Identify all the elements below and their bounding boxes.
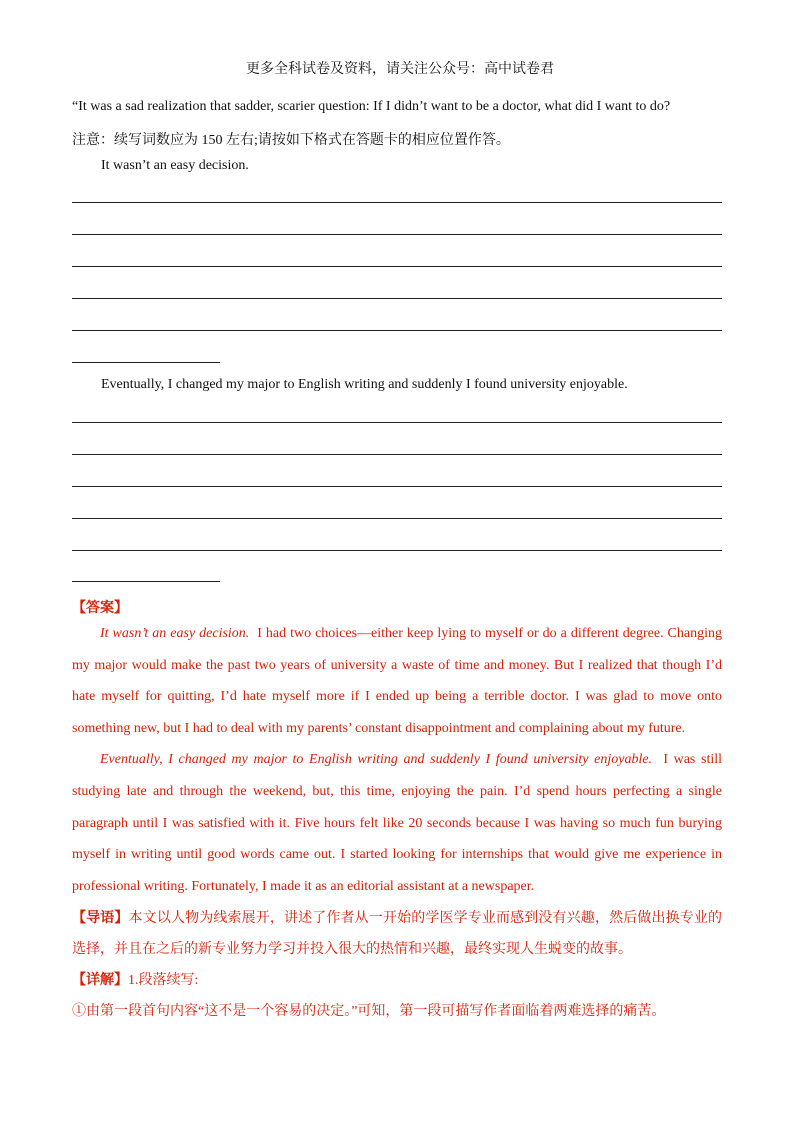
- answer-line: [72, 454, 722, 455]
- detail-label: 【详解】: [72, 973, 128, 988]
- guide-paragraph: [72, 903, 722, 965]
- para1-prompt: It wasn’t an easy decision.: [101, 158, 249, 173]
- answer-paragraph-2: [72, 744, 722, 902]
- answer-line: [72, 266, 722, 267]
- answer-line: [72, 202, 722, 203]
- page-header: 更多全科试卷及资料，请关注公众号：高中试卷君: [246, 62, 554, 77]
- answer-line-short: [72, 581, 220, 582]
- answer-line: [72, 518, 722, 519]
- answer-label: 【答案】: [72, 601, 128, 616]
- answer-line: [72, 234, 722, 235]
- answer-paragraph-1: [72, 618, 722, 744]
- answer-p1-lead: It wasn’t an easy decision.: [100, 626, 250, 641]
- answer-p1-body: I had two choices—either keep lying to myself or do a different degree. Changing my major would make the past two years of university a waste of time and money. But I realized that though I’d hate myself for quitting, I’d hate myself more if I ended up being a terrible doctor. I was glad to move onto something new, but I had to deal with my parents’ constant disappointment and complaining about my future.: [72, 626, 722, 736]
- guide-label: 【导语】: [72, 911, 129, 926]
- intro-quote: “It was a sad realization that sadder, scarier question: If I didn’t want to be a doctor, what did I want to do?: [72, 99, 671, 114]
- guide-section: [72, 903, 722, 1027]
- answer-line: [72, 422, 722, 423]
- guide-text: 本文以人物为线索展开，讲述了作者从一开始的学医学专业而感到没有兴趣，然后做出换专业的选择，并且在之后的新专业努力学习并投入很大的热情和兴趣，最终实现人生蜕变的故事。: [72, 911, 723, 957]
- answer-p2-lead: Eventually, I changed my major to English writing and suddenly I found university enjoyable.: [100, 752, 653, 768]
- detail-paragraph: [72, 965, 722, 996]
- answer-line-short: [72, 362, 220, 363]
- detail-item-1: ①由第一段首句内容“这不是一个容易的决定。”可知，第一段可描写作者面临着两难选择的痛苦。: [72, 1004, 666, 1019]
- answer-line: [72, 298, 722, 299]
- answer-line: [72, 330, 722, 331]
- answer-line: [72, 486, 722, 487]
- intro-note: 注意：续写词数应为 150 左右;请按如下格式在答题卡的相应位置作答。: [72, 133, 510, 148]
- answer-p2-body: I was still studying late and through the weekend, but, this time, enjoying the pain. I’d spend hours perfecting a single paragraph until I was satisfied with it. Five hours felt like 20 seconds because I was having so much fun burying myself in writing until good words came out. I started looking for internships that would give me experience in professional writing. Fortunately, I made it as an editorial assistant at a newspaper.: [72, 752, 723, 894]
- answer-body: [72, 618, 722, 902]
- para2-prompt: Eventually, I changed my major to English writing and suddenly I found university enjoyable.: [101, 377, 628, 392]
- detail-text: 1.段落续写:: [128, 973, 199, 988]
- answer-line: [72, 550, 722, 551]
